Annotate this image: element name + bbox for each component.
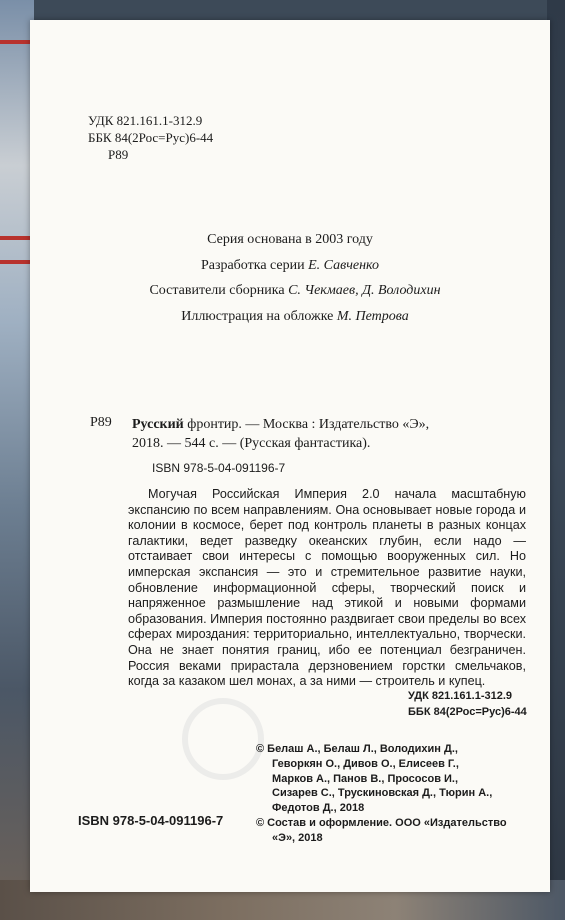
cover-illustration xyxy=(85,309,505,325)
book-cover-edge xyxy=(0,0,34,920)
bib-line-2: 2018. — 544 с. — (Русская фантастика). xyxy=(132,436,371,451)
copyright-line: Федотов Д., 2018 xyxy=(272,802,365,815)
annotation: Могучая Российская Империя 2.0 начала масштабную экспансию по всем направлениям. Она основывает новые города и колонии в космосе, берет под контроль планеты в разных концах галактики, ведет разведку океанских глубин, если надо — отстаивает свои интересы с помощью вооруженных сил. Но имперская экспансия — это и стремительное развитие науки, обновление информационной сферы, творческий поиск и напряженное размышление над этикой и новыми формами образования. Империя постоянно раздвигает свои пределы во всех сферах мироздания: территориально, интеллектуально, творчески. Она не знает понятия границ, ибо ее потенциал безграничен. Россия веками прирастала дерзновением горстки смельчаков, когда за казаком шел монах, а за ними — строитель и купец. xyxy=(128,487,526,689)
copyright-line: Геворкян О., Дивов О., Елисеев Г., xyxy=(272,757,459,770)
compilers xyxy=(85,283,505,299)
copyright-line: © Состав и оформление. ООО «Издательство xyxy=(256,816,507,829)
copyright-line: © Белаш А., Белаш Л., Володихин Д., xyxy=(256,743,458,755)
series-dev-label: Разработка серии xyxy=(200,258,305,273)
cover-illustration-name: М. Петрова xyxy=(336,309,409,324)
bib-line-1: фронтир. — Москва : Издательство «Э», xyxy=(183,417,430,432)
compilers-names: С. Чекмаев, Д. Володихин xyxy=(288,283,441,298)
bbk-code: ББК 84(2Рос=Рус)6-44 xyxy=(88,130,214,145)
author-mark: Р89 xyxy=(108,147,129,162)
series-dev-name: Е. Савченко xyxy=(308,258,380,273)
publisher-logo-showthrough xyxy=(182,698,264,780)
series-development xyxy=(100,258,480,274)
copyright-line: Марков А., Панов В., Прососов И., xyxy=(272,772,459,785)
udk-block-top xyxy=(88,112,213,163)
isbn-record: ISBN 978-5-04-091196-7 xyxy=(152,461,286,475)
compilers-label: Составители сборника xyxy=(149,283,285,298)
udk-block-bottom xyxy=(408,688,527,720)
udk-code: УДК 821.161.1-312.9 xyxy=(88,113,203,128)
isbn-bottom: ISBN 978-5-04-091196-7 xyxy=(78,813,224,828)
bbk-code-bottom: ББК 84(2Рос=Рус)6-44 xyxy=(408,706,527,718)
cover-illustration-label: Иллюстрация на обложке xyxy=(181,309,334,324)
copyright-line: Сизарев С., Трускиновская Д., Тюрин А., xyxy=(272,787,493,800)
copyright-line: «Э», 2018 xyxy=(272,831,323,844)
udk-code-bottom: УДК 821.161.1-312.9 xyxy=(408,690,513,702)
copyright-block xyxy=(256,742,538,846)
bib-author-mark: Р89 xyxy=(90,415,112,430)
book-title: Русский xyxy=(132,417,184,432)
series-founded: Серия основана в 2003 году xyxy=(207,232,373,247)
bibliographic-record xyxy=(132,415,429,453)
imprint-page xyxy=(30,20,550,892)
